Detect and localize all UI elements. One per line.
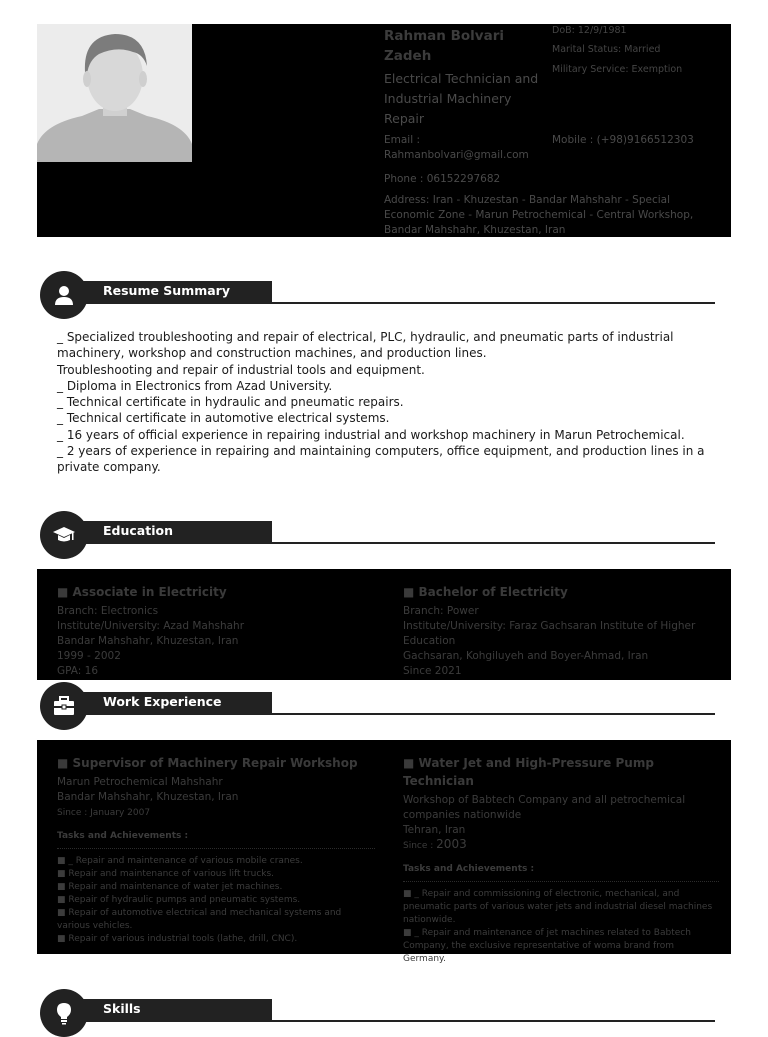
phone: Phone : 06152297682 — [384, 173, 501, 185]
section-title-work: Work Experience — [103, 694, 222, 709]
institute: Institute/University: Faraz Gachsaran Institute of Higher Education — [403, 620, 696, 647]
section-title-education: Education — [103, 523, 173, 538]
email: Email : Rahmanbolvari@gmail.com — [384, 134, 529, 161]
location: Tehran, Iran — [403, 824, 466, 836]
location: Bandar Mahshahr, Khuzestan, Iran — [57, 791, 239, 803]
education-entry — [403, 583, 718, 679]
job-title: Electrical Technician and Industrial Machinery Repair — [384, 71, 539, 126]
education-entry — [57, 583, 377, 679]
user-icon — [52, 283, 76, 307]
tasks-header: Tasks and Achievements : — [403, 863, 719, 882]
education-block — [37, 569, 731, 680]
section-header-skills — [40, 989, 715, 1037]
degree-title: ■ Associate in Electricity — [57, 585, 227, 599]
tasks-header: Tasks and Achievements : — [57, 830, 375, 849]
period: Since 2021 — [403, 665, 462, 677]
section-title-skills: Skills — [103, 1001, 141, 1016]
briefcase-icon — [52, 694, 76, 718]
section-header-work — [40, 682, 715, 730]
summary-line: _ Diploma in Electronics from Azad University. — [57, 378, 333, 393]
since-label: Since : — [403, 841, 437, 851]
location: Gachsaran, Kohgiluyeh and Boyer-Ahmad, Iran — [403, 650, 649, 662]
job-title: ■ Water Jet and High-Pressure Pump Technician — [403, 756, 654, 788]
job-entry — [403, 754, 719, 966]
work-block — [37, 740, 731, 964]
task-item: ■ Repair of various industrial tools (lathe, drill, CNC). — [57, 934, 298, 944]
summary-line: _ Technical certificate in hydraulic and pneumatic repairs. — [57, 395, 404, 410]
marital-status: Marital Status: Married — [552, 44, 661, 55]
address: Address: Iran - Khuzestan - Bandar Mahshahr - Special Economic Zone - Marun Petrochemical - Central Workshop, Bandar Mahshahr, Khuzestan, Iran — [384, 194, 694, 236]
task-item: ■ _ Repair and commissioning of electronic, mechanical, and pneumatic parts of various water jets and industrial diesel machines nationwide. — [403, 889, 713, 925]
section-header-summary — [40, 271, 715, 319]
since: Since : January 2007 — [57, 808, 151, 818]
degree-title: ■ Bachelor of Electricity — [403, 585, 568, 599]
branch: Branch: Electronics — [57, 605, 159, 617]
avatar-silhouette-icon — [37, 24, 192, 162]
task-item: ■ Repair of hydraulic pumps and pneumatic systems. — [57, 895, 301, 905]
date-of-birth: DoB: 12/9/1981 — [552, 25, 627, 36]
candidate-name: Rahman Bolvari Zadeh — [384, 28, 504, 64]
task-item: ■ Repair and maintenance of various lift trucks. — [57, 869, 275, 879]
section-title-summary: Resume Summary — [103, 283, 230, 298]
institute: Institute/University: Azad Mahshahr — [57, 620, 245, 632]
summary-line: Troubleshooting and repair of industrial tools and equipment. — [57, 362, 425, 377]
military-service: Military Service: Exemption — [552, 64, 683, 75]
graduation-cap-icon — [52, 523, 76, 547]
section-header-education — [40, 511, 715, 559]
branch: Branch: Power — [403, 605, 479, 617]
profile-photo — [37, 24, 192, 162]
job-entry — [57, 754, 375, 946]
job-title: ■ Supervisor of Machinery Repair Workshop — [57, 756, 358, 770]
company: Marun Petrochemical Mahshahr — [57, 776, 223, 788]
summary-line: _ Technical certificate in automotive electrical systems. — [57, 411, 390, 426]
mobile: Mobile : (+98)9166512303 — [552, 134, 694, 146]
task-item: ■ Repair and maintenance of water jet machines. — [57, 882, 283, 892]
company: Workshop of Babtech Company and all petrochemical companies nationwide — [403, 794, 686, 821]
summary-line: _ 2 years of experience in repairing and maintaining computers, office equipment, and production lines in a private company. — [57, 444, 705, 475]
lightbulb-icon — [52, 1001, 76, 1025]
resume-header — [37, 24, 731, 237]
location: Bandar Mahshahr, Khuzestan, Iran — [57, 635, 239, 647]
since-year: 2003 — [436, 837, 467, 851]
task-item: ■ Repair of automotive electrical and mechanical systems and various vehicles. — [57, 908, 342, 931]
task-item: ■ _ Repair and maintenance of various mobile cranes. — [57, 856, 303, 866]
gpa: GPA: 16 — [57, 665, 99, 677]
period: 1999 - 2002 — [57, 650, 121, 662]
summary-text — [57, 329, 727, 476]
summary-line: _ Specialized troubleshooting and repair of electrical, PLC, hydraulic, and pneumatic parts of industrial machinery, workshop and construction machines, and production lines. — [57, 330, 674, 361]
since — [403, 838, 719, 853]
task-item: ■ _ Repair and maintenance of jet machines related to Babtech Company, the exclusive representative of woma brand from Germany. — [403, 928, 691, 964]
summary-line: _ 16 years of official experience in repairing industrial and workshop machinery in Marun Petrochemical. — [57, 427, 685, 442]
